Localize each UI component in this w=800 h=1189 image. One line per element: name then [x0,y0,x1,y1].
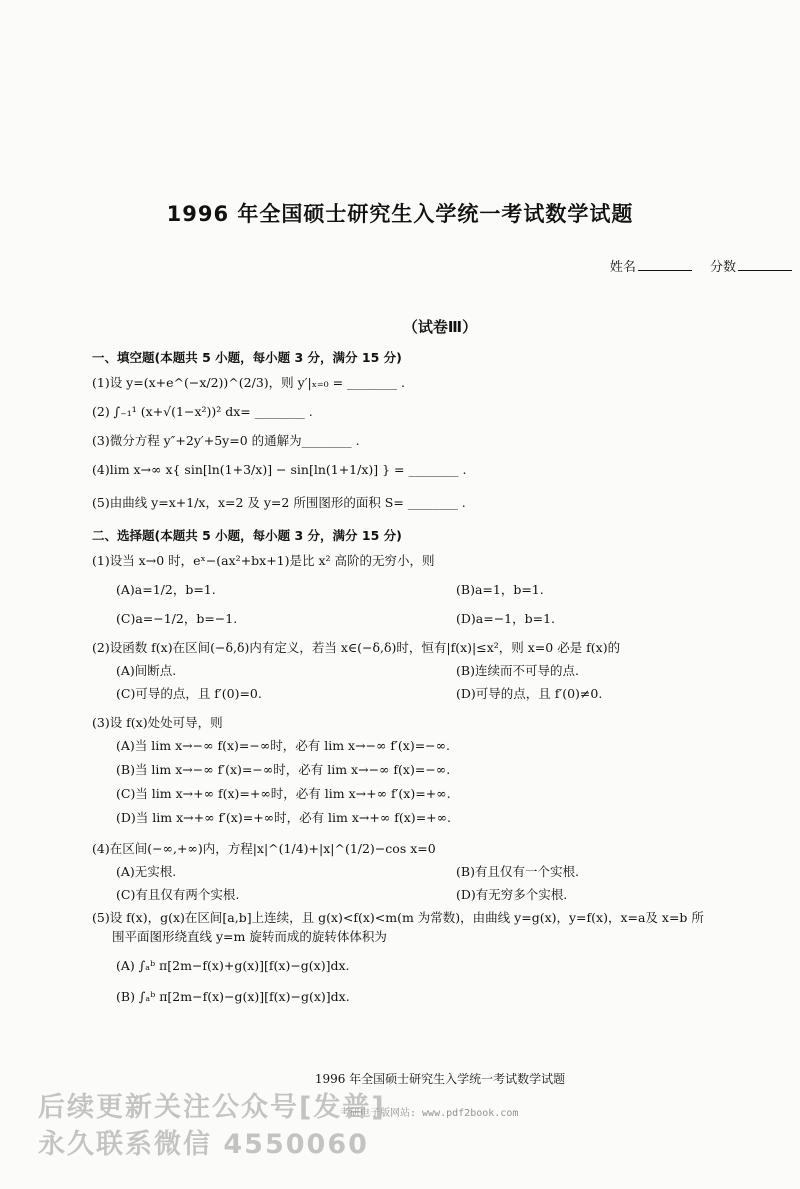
choice-question-2-stem: (2)设函数 f(x)在区间(−δ,δ)内有定义，若当 x∈(−δ,δ)时，恒有|f(x)|≤x²，则 x=0 必是 f(x)的 [92,640,621,655]
score-label: 分数 [709,260,736,275]
fill-question-1: (1)设 y=(x+e^(−x/2))^(2/3)，则 y′|ₓ₌₀ = ________ . [92,375,406,390]
option-b: (B)连续而不可导的点. [456,663,579,678]
choice-question-5-stem: (5)设 f(x)，g(x)在区间[a,b]上连续，且 g(x)<f(x)<m(m 为常数)，由曲线 y=g(x)，y=f(x)，x=a及 x=b 所 [92,910,704,925]
score-blank [738,270,792,271]
option-d: (D)有无穷多个实根. [456,887,568,902]
option-b: (B)a=1，b=1. [456,582,544,597]
exam-content [92,346,792,1018]
option-d: (D)当 lim x→+∞ f′(x)=+∞时，必有 lim x→+∞ f(x)=+∞. [116,810,452,825]
option-c: (C)有且仅有两个实根. [116,887,240,902]
option-c: (C)可导的点，且 f′(0)=0. [116,686,262,701]
option-b: (B) ∫ₐᵇ π[2m−f(x)−g(x)][f(x)−g(x)]dx. [116,989,350,1004]
paper-label: （试卷Ⅲ） [402,318,478,336]
choice-question-4-options-cd [92,885,792,904]
option-c: (C)当 lim x→+∞ f(x)=+∞时，必有 lim x→+∞ f′(x)=+∞. [116,786,451,801]
fill-question-2: (2) ∫₋₁¹ (x+√(1−x²))² dx= ________ . [92,404,313,419]
choice-question-5-stem-cont: 围平面图形绕直线 y=m 旋转而成的旋转体体积为 [112,929,387,944]
choice-question-4-options-ab [92,862,792,881]
page-footer: 1996 年全国硕士研究生入学统一考试数学试题 [314,1072,566,1086]
choice-question-1-options-ab [92,580,792,599]
option-b: (B)当 lim x→−∞ f′(x)=−∞时，必有 lim x→−∞ f(x)=−∞. [116,762,451,777]
fill-question-5: (5)由曲线 y=x+1/x，x=2 及 y=2 所围图形的面积 S= ________ . [92,495,466,510]
watermark-line-1: 后续更新关注公众号[发普] [38,1092,386,1123]
option-a: (A)当 lim x→−∞ f(x)=−∞时，必有 lim x→−∞ f′(x)=−∞. [116,738,451,753]
page-title: 1996 年全国硕士研究生入学统一考试数学试题 [166,202,634,226]
option-a: (A) ∫ₐᵇ π[2m−f(x)+g(x)][f(x)−g(x)]dx. [116,958,350,973]
watermark-line-2: 永久联系微信 4550060 [38,1129,369,1160]
section-heading-choice: 二、选择题(本题共 5 小题，每小题 3 分，满分 15 分) [92,528,402,543]
option-a: (A)a=1/2，b=1. [116,582,216,597]
name-score-bar [610,256,792,275]
section-heading-fill-in: 一、填空题(本题共 5 小题，每小题 3 分，满分 15 分) [92,350,402,365]
name-label: 姓名 [609,260,636,275]
option-c: (C)a=−1/2，b=−1. [116,611,238,626]
option-b: (B)有且仅有一个实根. [456,864,579,879]
name-blank [638,270,692,271]
choice-question-2-options-cd [92,684,792,703]
fill-question-3: (3)微分方程 y″+2y′+5y=0 的通解为________ . [92,433,360,448]
option-a: (A)无实根. [116,864,177,879]
choice-question-1-options-cd [92,609,792,628]
option-d: (D)a=−1，b=1. [456,611,556,626]
fill-question-4: (4)lim x→∞ x{ sin[ln(1+3/x)] − sin[ln(1+1/x)] } = ________ . [92,462,467,477]
option-a: (A)间断点. [116,663,177,678]
choice-question-3-stem: (3)设 f(x)处处可导，则 [92,715,223,730]
choice-question-4-stem: (4)在区间(−∞,+∞)内，方程|x|^(1/4)+|x|^(1/2)−cos x=0 [92,841,436,856]
choice-question-2-options-ab [92,661,792,680]
choice-question-1-stem: (1)设当 x→0 时，eˣ−(ax²+bx+1)是比 x² 高阶的无穷小，则 [92,553,435,568]
site-watermark: 考研电子版网站: www.pdf2book.com [340,1108,519,1119]
option-d: (D)可导的点，且 f′(0)≠0. [456,686,603,701]
